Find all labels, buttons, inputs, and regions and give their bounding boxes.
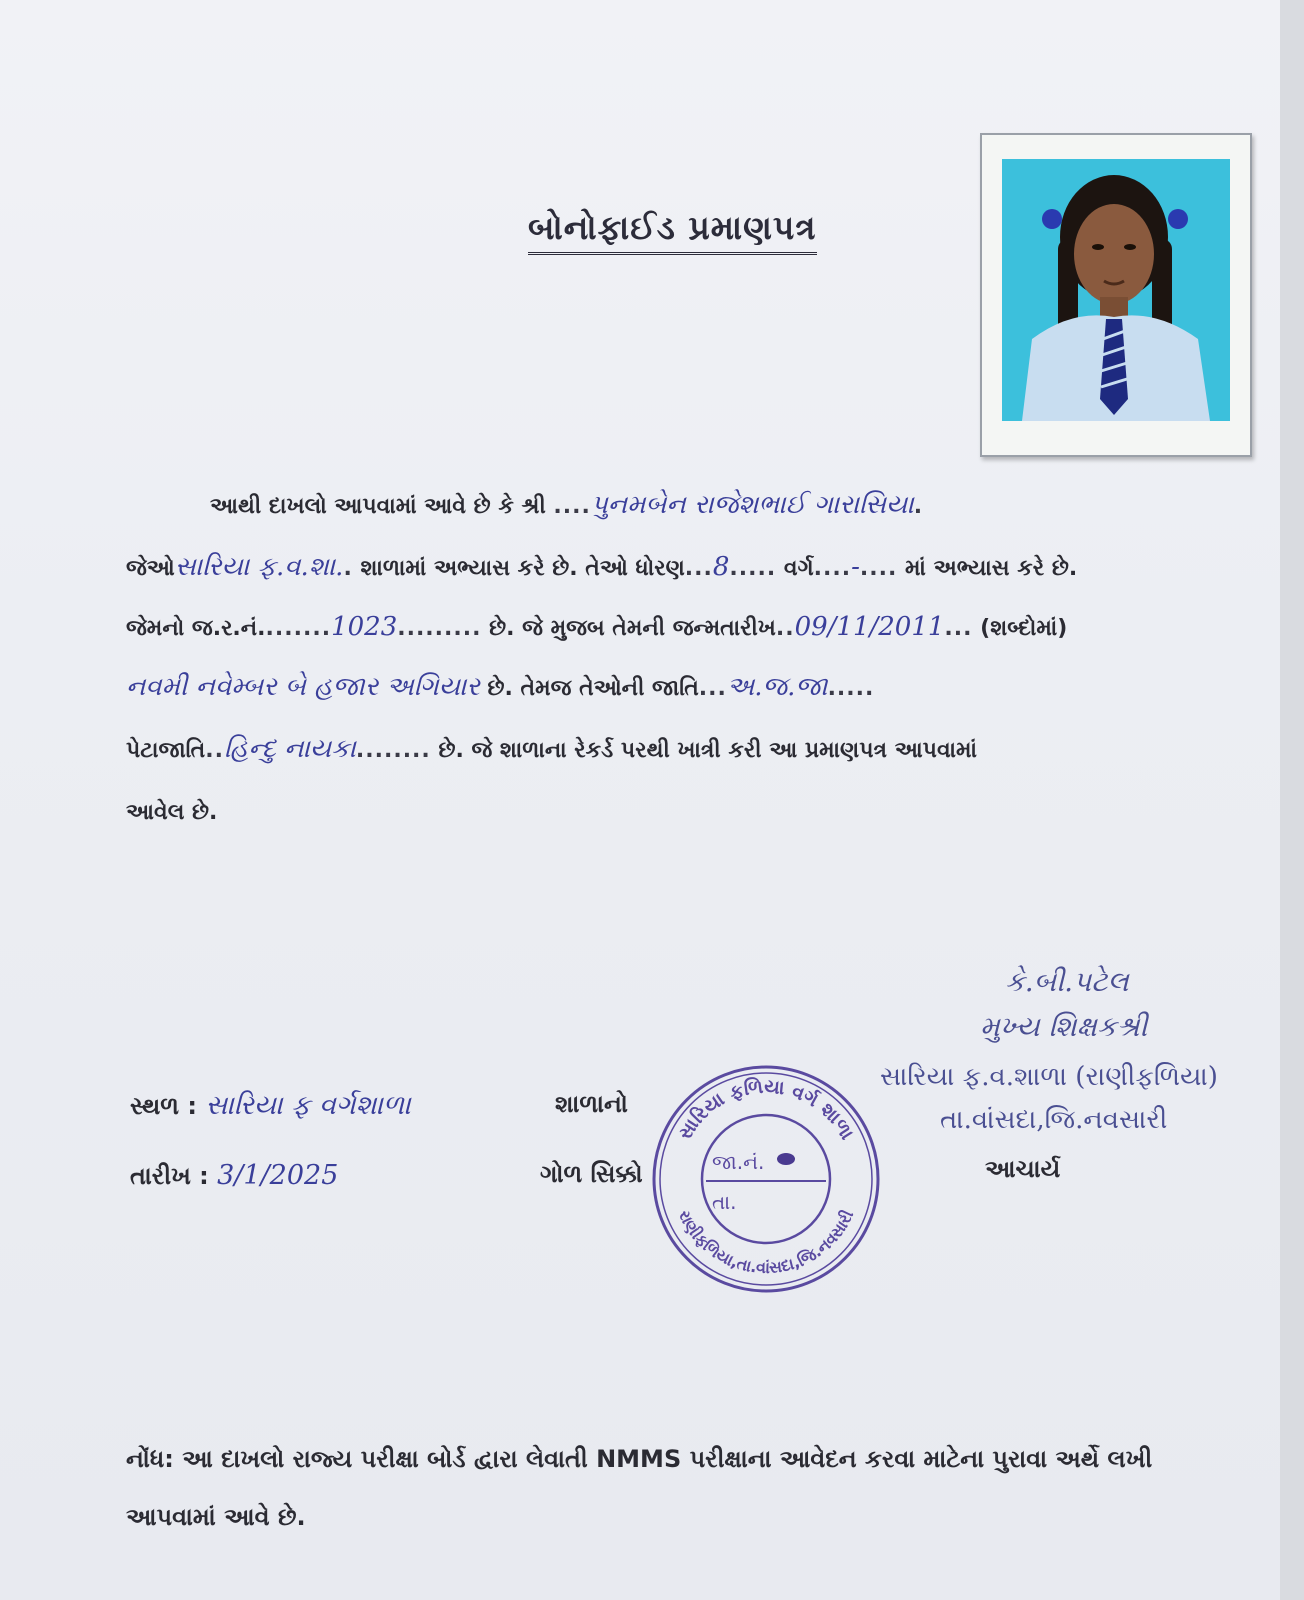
signature-place: તા.વાંસદા,જિ.નવસારી (940, 1105, 1168, 1135)
in-words-label: (શબ્દોમાં) (980, 616, 1068, 641)
place-value: સારિયા ફ વર્ગશાળા (205, 1090, 411, 1121)
body-line-1: આથી દાખલો આપવામાં આવે છે કે શ્રી ....પુનમબેન રાજેશભાઈ ગારાસિયા. (210, 490, 924, 520)
closing-text: આવેલ છે. (126, 800, 218, 825)
page-title: બોનોફાઈડ પ્રમાણપત્ર (528, 208, 817, 255)
class-value: - (851, 552, 860, 582)
place-label: સ્થળ : (130, 1092, 197, 1120)
stamp-inner-line-1: જા.નં. (712, 1150, 765, 1174)
stamp-inner-line-2: તા. (712, 1190, 737, 1214)
signature-role: મુખ્ય શિક્ષકશ્રી (980, 1010, 1148, 1043)
school-round-stamp (650, 1063, 882, 1299)
date-label: તારીખ : (130, 1162, 209, 1190)
signature-school: સારિયા ફ.વ.શાળા (રાણીફળિયા) (880, 1062, 1218, 1092)
date-field (130, 1160, 338, 1191)
date-value: 3/1/2025 (217, 1160, 339, 1191)
student-photo-image (1002, 159, 1230, 421)
record-text: છે. જે શાળાના રેકર્ડ પરથી ખાત્રી કરી આ પ્રમાણપત્ર આપવામાં (438, 738, 977, 763)
student-photo (980, 133, 1252, 457)
caste-text: છે. તેમજ તેઓની જાતિ (487, 676, 699, 701)
regno-label: જેમનો જ.ર.નં. (126, 616, 266, 641)
dob-text: છે. જે મુજબ તેમની જન્મતારીખ (489, 616, 776, 641)
body-line-5: પેટાજાતિ..હિન્દુ નાયકા........ છે. જે શાળાના રેકર્ડ પરથી ખાત્રી કરી આ પ્રમાણપત્ર આપવામાં (126, 734, 977, 764)
dob-in-words: નવમી નવેમ્બર બે હજાર અગિયાર (126, 672, 480, 702)
subcaste-label: પેટાજાતિ (126, 738, 206, 763)
school-seal-label: શાળાનો (555, 1090, 628, 1118)
caste-value: અ.જ.જા (726, 672, 828, 702)
body-line-2: જેઓસારિયા ફ.વ.શા.. શાળામાં અભ્યાસ કરે છે. તેઓ ધોરણ...8..... વર્ગ....-.... માં અભ્યાસ કરે છે. (126, 552, 1078, 582)
body-line-6 (126, 800, 1266, 825)
regno-value: 1023 (331, 612, 398, 642)
stamp-outer-top-text: સારિયા ફળિયા વર્ગ શાળા (673, 1075, 859, 1144)
stamp-outer-bottom-text: રાણીફળિયા,તા.વાંસદા,જિ.નવસારી (674, 1207, 858, 1278)
footnote: નોંધ: આ દાખલો રાજ્ય પરીક્ષા બોર્ડ દ્વારા લેવાતી NMMS પરીક્ષાના આવેદન કરવા માટેના પુરાવા અર્થે લખી આપવામાં આવે છે. (126, 1445, 1153, 1531)
they-text: જેઓ (126, 556, 175, 581)
standard-value: 8 (712, 552, 730, 582)
studying-text: શાળામાં અભ્યાસ કરે છે. તેઓ ધોરણ (360, 556, 685, 581)
subcaste-value: હિન્દુ નાયકા (223, 734, 356, 764)
dob-value: 09/11/2011 (794, 612, 945, 642)
class-label: વર્ગ (783, 556, 814, 581)
principal-label: આચાર્ય (985, 1155, 1061, 1183)
body-line-4: નવમી નવેમ્બર બે હજાર અગિયાર છે. તેમજ તેઓની જાતિ...અ.જ.જા..... (126, 672, 875, 702)
intro-text: આથી દાખલો આપવામાં આવે છે કે શ્રી (210, 494, 546, 519)
student-name: પુનમબેન રાજેશભાઈ ગારાસિયા (590, 490, 914, 520)
place-field (130, 1090, 411, 1122)
studying-text-2: માં અભ્યાસ કરે છે. (904, 556, 1078, 581)
round-seal-label: ગોળ સિક્કો (540, 1160, 643, 1188)
school-name-handwritten: સારિયા ફ.વ.શા. (174, 552, 344, 582)
signature-name: કે.બી.પટેલ (1005, 965, 1129, 998)
body-line-3: જેમનો જ.ર.નં........1023......... છે. જે મુજબ તેમની જન્મતારીખ..09/11/2011... (શબ્દોમાં) (126, 612, 1068, 642)
